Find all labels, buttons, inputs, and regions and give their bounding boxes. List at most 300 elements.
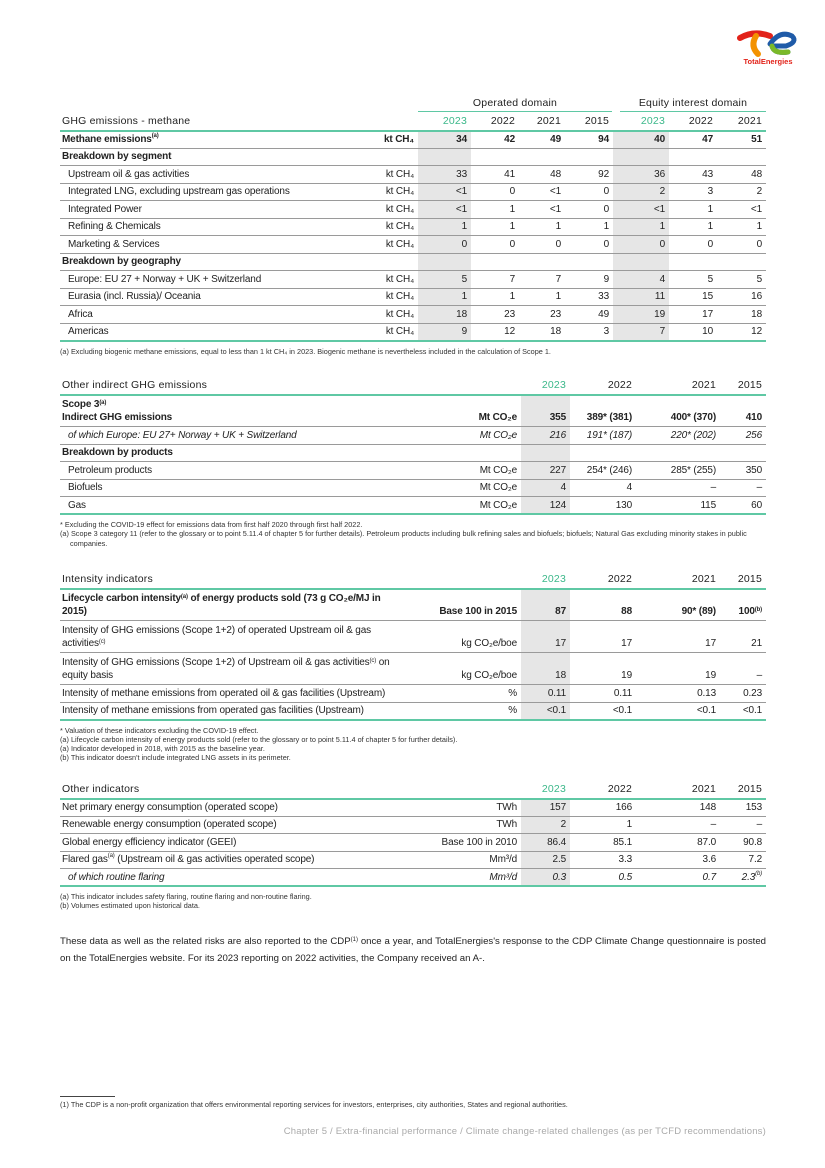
label-text: on equity basis bbox=[62, 656, 390, 681]
row-label bbox=[60, 427, 410, 445]
label-text: Intensity of methane emissions from operated gas facilities (Upstream) bbox=[62, 705, 364, 716]
value-text: 3.6 bbox=[702, 854, 716, 866]
value-cell bbox=[717, 253, 766, 271]
value-text: 389* (381) bbox=[586, 412, 632, 423]
value-cell bbox=[519, 201, 565, 219]
value-text: 2.5 bbox=[552, 854, 566, 866]
value-cell bbox=[565, 148, 613, 166]
value-cell bbox=[519, 131, 565, 149]
value-text: 86.4 bbox=[547, 836, 566, 848]
value-text: 36 bbox=[654, 168, 665, 180]
unit-cell: Base 100 in 2015 bbox=[410, 589, 521, 621]
value-text: – bbox=[756, 819, 762, 831]
value-text: 2.3 bbox=[741, 871, 756, 883]
value-text: – bbox=[710, 819, 716, 831]
unit-cell: Mt CO₂e bbox=[410, 427, 521, 445]
row-label bbox=[60, 166, 370, 184]
value-text: 90* (89) bbox=[681, 606, 716, 617]
value-cell bbox=[570, 479, 636, 497]
value-cell bbox=[471, 166, 519, 184]
value-cell bbox=[418, 183, 471, 201]
value-text: 1 bbox=[509, 203, 515, 215]
year-header: 2021 bbox=[519, 113, 565, 131]
value-text: 1 bbox=[461, 291, 467, 303]
value-cell bbox=[717, 131, 766, 149]
value-text: 0 bbox=[603, 186, 609, 198]
value-text: 227 bbox=[549, 464, 566, 476]
header-row bbox=[60, 781, 766, 799]
page-footnote: (1) The CDP is a non-profit organization that offers environmental reporting services for investors, enterprises, city authorities, States and regional authorities. bbox=[60, 1100, 568, 1109]
value-text: 9 bbox=[461, 326, 467, 337]
value-text: 1 bbox=[555, 291, 561, 303]
value-cell bbox=[565, 323, 613, 341]
year-header: 2015 bbox=[565, 113, 613, 131]
value-cell bbox=[471, 236, 519, 254]
value-cell bbox=[636, 851, 720, 869]
value-cell bbox=[636, 799, 720, 817]
value-text: 33 bbox=[456, 168, 467, 180]
value-cell bbox=[669, 218, 717, 236]
value-cell bbox=[521, 621, 570, 653]
value-cell bbox=[717, 271, 766, 289]
value-cell bbox=[636, 479, 720, 497]
value-cell bbox=[471, 218, 519, 236]
value-cell bbox=[669, 236, 717, 254]
table-row bbox=[60, 288, 766, 306]
row-label bbox=[60, 479, 410, 497]
table-row bbox=[60, 497, 766, 515]
table-row bbox=[60, 869, 766, 887]
value-cell bbox=[418, 218, 471, 236]
value-text: 34 bbox=[456, 134, 467, 145]
row-label bbox=[60, 851, 410, 869]
value-text: 0.5 bbox=[618, 871, 632, 883]
footnote-ref: (b) bbox=[755, 870, 762, 877]
value-cell bbox=[521, 479, 570, 497]
paragraph-text: once a year, and TotalEnergies's response to the CDP Climate Change questionnaire is posted on the TotalEnergies website. For its 2023 reporting on 2022 activities, the Company received an A-. bbox=[60, 936, 766, 964]
value-cell bbox=[471, 288, 519, 306]
footnote-ref: (a) bbox=[107, 853, 115, 860]
unit-cell: kt CH₄ bbox=[370, 236, 418, 254]
value-text: 148 bbox=[699, 802, 716, 813]
value-cell bbox=[669, 323, 717, 341]
value-cell bbox=[720, 653, 766, 685]
value-cell bbox=[669, 253, 717, 271]
label-text: Breakdown by products bbox=[62, 447, 173, 459]
unit-cell: % bbox=[410, 685, 521, 703]
year-header: 2021 bbox=[636, 781, 720, 799]
value-cell bbox=[636, 462, 720, 480]
header-row bbox=[60, 571, 766, 589]
value-cell bbox=[669, 131, 717, 149]
row-label bbox=[60, 201, 370, 219]
value-text: 92 bbox=[598, 168, 609, 180]
value-text: 17 bbox=[555, 638, 566, 649]
value-text: 10 bbox=[702, 326, 713, 337]
value-cell bbox=[720, 834, 766, 852]
value-cell bbox=[418, 306, 471, 324]
value-cell bbox=[720, 869, 766, 887]
header-row bbox=[60, 113, 766, 131]
value-text: <1 bbox=[455, 186, 467, 198]
value-text: 5 bbox=[461, 273, 467, 285]
value-cell bbox=[519, 166, 565, 184]
row-label bbox=[60, 799, 410, 817]
table-row bbox=[60, 306, 766, 324]
value-text: 4 bbox=[626, 482, 632, 494]
unit-cell: Mt CO₂e bbox=[410, 479, 521, 497]
value-text: 350 bbox=[745, 464, 762, 476]
year-header: 2023 bbox=[521, 571, 570, 589]
row-label bbox=[60, 323, 370, 341]
value-text: 254* (246) bbox=[586, 464, 632, 476]
table-row bbox=[60, 834, 766, 852]
table-notes bbox=[60, 520, 766, 548]
value-text: <0.1 bbox=[742, 705, 762, 716]
year-header: 2022 bbox=[570, 781, 636, 799]
value-text: 0 bbox=[603, 203, 609, 215]
table-row bbox=[60, 183, 766, 201]
label-text: of which Europe: EU 27+ Norway + UK + Switzerland bbox=[68, 429, 297, 441]
note-line: (a) Scope 3 category 11 (refer to the glossary or to point 5.11.4 of chapter 5 for further details). Petroleum products including bulk refining sales and biofuels; biofuels; Natural Gas excluding minority stakes in public companies. bbox=[60, 529, 747, 548]
row-label bbox=[60, 702, 410, 720]
value-cell bbox=[613, 253, 669, 271]
value-cell bbox=[418, 148, 471, 166]
value-text: 4 bbox=[560, 482, 566, 494]
value-text: 2 bbox=[756, 186, 762, 198]
value-cell bbox=[570, 851, 636, 869]
group-equity-domain: Equity interest domain bbox=[620, 97, 766, 112]
value-text: 0 bbox=[756, 238, 762, 250]
value-cell bbox=[418, 288, 471, 306]
footnote-ref: (c) bbox=[369, 657, 377, 664]
value-text: – bbox=[756, 670, 762, 681]
table-row bbox=[60, 166, 766, 184]
row-label bbox=[60, 869, 410, 887]
value-text: 4 bbox=[659, 273, 665, 285]
other-indicators-table bbox=[60, 781, 766, 887]
value-cell bbox=[471, 183, 519, 201]
unit-cell: % bbox=[410, 702, 521, 720]
value-text: 0 bbox=[461, 238, 467, 250]
value-text: 1 bbox=[461, 221, 467, 233]
table-row bbox=[60, 589, 766, 621]
value-text: <0.1 bbox=[546, 705, 566, 716]
unit-cell: kt CH₄ bbox=[370, 271, 418, 289]
value-cell bbox=[521, 816, 570, 834]
value-cell bbox=[720, 479, 766, 497]
value-cell bbox=[669, 166, 717, 184]
value-text: 16 bbox=[751, 291, 762, 303]
value-text: 0.13 bbox=[697, 687, 716, 699]
value-cell bbox=[570, 653, 636, 685]
table-row bbox=[60, 816, 766, 834]
unit-cell: kt CH₄ bbox=[370, 183, 418, 201]
value-text: 5 bbox=[756, 273, 762, 285]
table-notes bbox=[60, 892, 766, 911]
section-row bbox=[60, 444, 766, 462]
value-cell bbox=[418, 253, 471, 271]
value-cell bbox=[519, 183, 565, 201]
value-text: 17 bbox=[705, 638, 716, 649]
row-label bbox=[60, 834, 410, 852]
unit-cell: kt CH₄ bbox=[370, 288, 418, 306]
value-text: 41 bbox=[504, 168, 515, 180]
unit-cell: kg CO₂e/boe bbox=[410, 621, 521, 653]
note-line: (a) This indicator includes safety flaring, routine flaring and non-routine flaring. bbox=[60, 892, 312, 901]
value-text: 0.7 bbox=[702, 871, 716, 883]
value-cell bbox=[519, 148, 565, 166]
section-row bbox=[60, 253, 766, 271]
value-cell bbox=[519, 218, 565, 236]
value-cell bbox=[471, 148, 519, 166]
value-cell bbox=[565, 166, 613, 184]
value-text: 18 bbox=[555, 670, 566, 681]
row-label bbox=[60, 288, 370, 306]
indirect-ghg-table bbox=[60, 377, 766, 515]
value-cell bbox=[720, 444, 766, 462]
value-cell bbox=[565, 306, 613, 324]
value-text: – bbox=[756, 482, 762, 494]
row-label bbox=[60, 148, 418, 166]
value-text: 47 bbox=[702, 134, 713, 145]
label-text: Refining & Chemicals bbox=[68, 221, 161, 233]
value-cell bbox=[613, 288, 669, 306]
value-text: <1 bbox=[455, 203, 467, 215]
value-cell bbox=[636, 497, 720, 515]
label-text: Net primary energy consumption (operated scope) bbox=[62, 802, 278, 813]
value-cell bbox=[471, 271, 519, 289]
value-cell bbox=[669, 201, 717, 219]
value-cell bbox=[613, 271, 669, 289]
table-row bbox=[60, 621, 766, 653]
row-label bbox=[60, 395, 410, 427]
unit-cell: Mm³/d bbox=[410, 869, 521, 887]
value-text: 216 bbox=[549, 429, 566, 441]
value-cell bbox=[570, 834, 636, 852]
label-text: Integrated LNG, excluding upstream gas operations bbox=[68, 186, 290, 198]
value-text: 51 bbox=[751, 134, 762, 145]
value-cell bbox=[418, 201, 471, 219]
value-text: 18 bbox=[751, 308, 762, 320]
table-title: GHG emissions - methane bbox=[60, 113, 418, 131]
value-text: 60 bbox=[751, 499, 762, 511]
footnote-ref: (a) bbox=[99, 399, 107, 406]
label-text: Gas bbox=[68, 499, 86, 511]
value-cell bbox=[613, 218, 669, 236]
year-header: 2021 bbox=[636, 571, 720, 589]
value-cell bbox=[565, 183, 613, 201]
value-text: 7.2 bbox=[748, 854, 762, 866]
table-title: Intensity indicators bbox=[60, 571, 521, 589]
table-row bbox=[60, 685, 766, 703]
intensity-table bbox=[60, 571, 766, 721]
value-cell bbox=[418, 166, 471, 184]
value-text: 3 bbox=[603, 326, 609, 337]
other-indicators-table-block bbox=[60, 781, 766, 911]
value-cell bbox=[720, 685, 766, 703]
paragraph-text: These data as well as the related risks are also reported to the CDP bbox=[60, 936, 351, 947]
year-header: 2022 bbox=[669, 113, 717, 131]
unit-cell: kt CH₄ bbox=[370, 306, 418, 324]
table-row bbox=[60, 479, 766, 497]
row-label bbox=[60, 589, 410, 621]
value-cell bbox=[521, 653, 570, 685]
unit-cell: Mm³/d bbox=[410, 851, 521, 869]
value-text: 2 bbox=[560, 819, 566, 831]
value-cell bbox=[636, 444, 720, 462]
unit-cell: kg CO₂e/boe bbox=[410, 653, 521, 685]
year-header: 2022 bbox=[570, 571, 636, 589]
label-text: Breakdown by segment bbox=[62, 151, 172, 163]
table-row bbox=[60, 702, 766, 720]
value-text: 220* (202) bbox=[670, 429, 716, 441]
value-cell bbox=[717, 148, 766, 166]
methane-table-block bbox=[60, 97, 766, 356]
note-line: * Valuation of these indicators excluding the COVID-19 effect. bbox=[60, 725, 259, 735]
value-text: 7 bbox=[555, 273, 561, 285]
table-row bbox=[60, 799, 766, 817]
label-text: Global energy efficiency indicator (GEEI) bbox=[62, 836, 237, 848]
row-label bbox=[60, 653, 410, 685]
value-cell bbox=[519, 323, 565, 341]
value-text: <1 bbox=[750, 203, 762, 215]
value-text: 12 bbox=[751, 326, 762, 337]
value-cell bbox=[570, 497, 636, 515]
value-cell bbox=[471, 323, 519, 341]
group-operated-domain: Operated domain bbox=[418, 97, 612, 112]
value-cell bbox=[565, 271, 613, 289]
table-row bbox=[60, 851, 766, 869]
year-header: 2022 bbox=[570, 377, 636, 395]
table-title: Other indirect GHG emissions bbox=[60, 377, 521, 395]
value-cell bbox=[521, 462, 570, 480]
note-line: (a) Indicator developed in 2018, with 2015 as the baseline year. bbox=[60, 744, 265, 754]
value-text: 400* (370) bbox=[670, 412, 716, 423]
value-cell bbox=[717, 236, 766, 254]
unit-cell: Mt CO₂e bbox=[410, 395, 521, 427]
value-text: 85.1 bbox=[613, 836, 632, 848]
value-text: 1 bbox=[509, 291, 515, 303]
unit-cell: kt CH₄ bbox=[370, 166, 418, 184]
value-text: 166 bbox=[615, 802, 632, 813]
footnote-rule bbox=[60, 1096, 115, 1097]
row-label bbox=[60, 462, 410, 480]
value-text: 0 bbox=[509, 238, 515, 250]
value-text: 23 bbox=[550, 308, 561, 320]
footnote-ref: (c) bbox=[98, 638, 106, 645]
label-text: Indirect GHG emissions bbox=[62, 411, 173, 423]
value-cell bbox=[636, 685, 720, 703]
value-cell bbox=[669, 271, 717, 289]
value-cell bbox=[570, 444, 636, 462]
value-cell bbox=[519, 288, 565, 306]
value-cell bbox=[521, 444, 570, 462]
value-cell bbox=[669, 288, 717, 306]
value-text: 355 bbox=[549, 412, 566, 423]
value-cell bbox=[471, 131, 519, 149]
label-text: Methane emissions bbox=[62, 134, 152, 145]
value-cell bbox=[613, 148, 669, 166]
table-row bbox=[60, 653, 766, 685]
value-cell bbox=[717, 323, 766, 341]
value-text: 23 bbox=[504, 308, 515, 320]
value-cell bbox=[471, 201, 519, 219]
unit-cell: TWh bbox=[410, 799, 521, 817]
value-cell bbox=[636, 869, 720, 887]
header-row bbox=[60, 377, 766, 395]
value-text: 100 bbox=[738, 606, 755, 617]
unit-cell: Mt CO₂e bbox=[410, 497, 521, 515]
value-cell bbox=[418, 323, 471, 341]
value-cell bbox=[636, 702, 720, 720]
value-cell bbox=[418, 131, 471, 149]
unit-cell: kt CH₄ bbox=[370, 218, 418, 236]
brand-name: TotalEnergies bbox=[743, 57, 793, 66]
note-line: (a) Lifecycle carbon intensity of energy products sold (refer to the glossary or to point 5.11.4 of chapter 5 for further details). bbox=[60, 734, 458, 744]
year-header: 2015 bbox=[720, 377, 766, 395]
value-cell bbox=[613, 183, 669, 201]
value-text: 153 bbox=[745, 802, 762, 813]
value-text: 285* (255) bbox=[670, 464, 716, 476]
note-line: (b) This indicator doesn't include integrated LNG assets in its perimeter. bbox=[60, 753, 291, 763]
row-label bbox=[60, 253, 418, 271]
value-cell bbox=[613, 323, 669, 341]
unit-cell: kt CH₄ bbox=[370, 201, 418, 219]
value-text: 3 bbox=[707, 186, 713, 198]
value-text: 90.8 bbox=[743, 836, 762, 848]
value-cell bbox=[565, 236, 613, 254]
intensity-table-block bbox=[60, 571, 766, 763]
value-cell bbox=[570, 799, 636, 817]
value-text: 1 bbox=[659, 221, 665, 233]
value-cell bbox=[565, 288, 613, 306]
value-text: 48 bbox=[550, 168, 561, 180]
value-cell bbox=[521, 685, 570, 703]
label-text: Marketing & Services bbox=[68, 238, 160, 250]
value-text: 9 bbox=[603, 273, 609, 285]
row-label bbox=[60, 271, 370, 289]
label-text: Breakdown by geography bbox=[62, 256, 181, 268]
label-text: Intensity of methane emissions from operated oil & gas facilities (Upstream) bbox=[62, 687, 386, 699]
value-text: 3.3 bbox=[618, 854, 632, 866]
value-text: 40 bbox=[654, 134, 665, 145]
year-header: 2023 bbox=[521, 377, 570, 395]
section-row bbox=[60, 148, 766, 166]
table-row bbox=[60, 462, 766, 480]
value-text: 18 bbox=[550, 326, 561, 337]
value-cell bbox=[521, 799, 570, 817]
value-cell bbox=[636, 816, 720, 834]
value-text: 0.3 bbox=[552, 871, 566, 883]
value-text: 18 bbox=[456, 308, 467, 320]
row-label bbox=[60, 183, 370, 201]
value-text: 33 bbox=[598, 291, 609, 303]
unit-cell: TWh bbox=[410, 816, 521, 834]
year-header: 2015 bbox=[720, 781, 766, 799]
value-text: – bbox=[710, 482, 716, 494]
note-line: * Excluding the COVID-19 effect for emissions data from first half 2020 through first half 2022. bbox=[60, 520, 363, 529]
value-cell bbox=[521, 395, 570, 427]
value-cell bbox=[720, 702, 766, 720]
value-cell bbox=[636, 589, 720, 621]
value-text: 17 bbox=[702, 308, 713, 320]
value-text: 130 bbox=[615, 499, 632, 511]
value-text: 7 bbox=[659, 326, 665, 337]
value-cell bbox=[570, 816, 636, 834]
value-text: <1 bbox=[549, 186, 561, 198]
table-row bbox=[60, 427, 766, 445]
